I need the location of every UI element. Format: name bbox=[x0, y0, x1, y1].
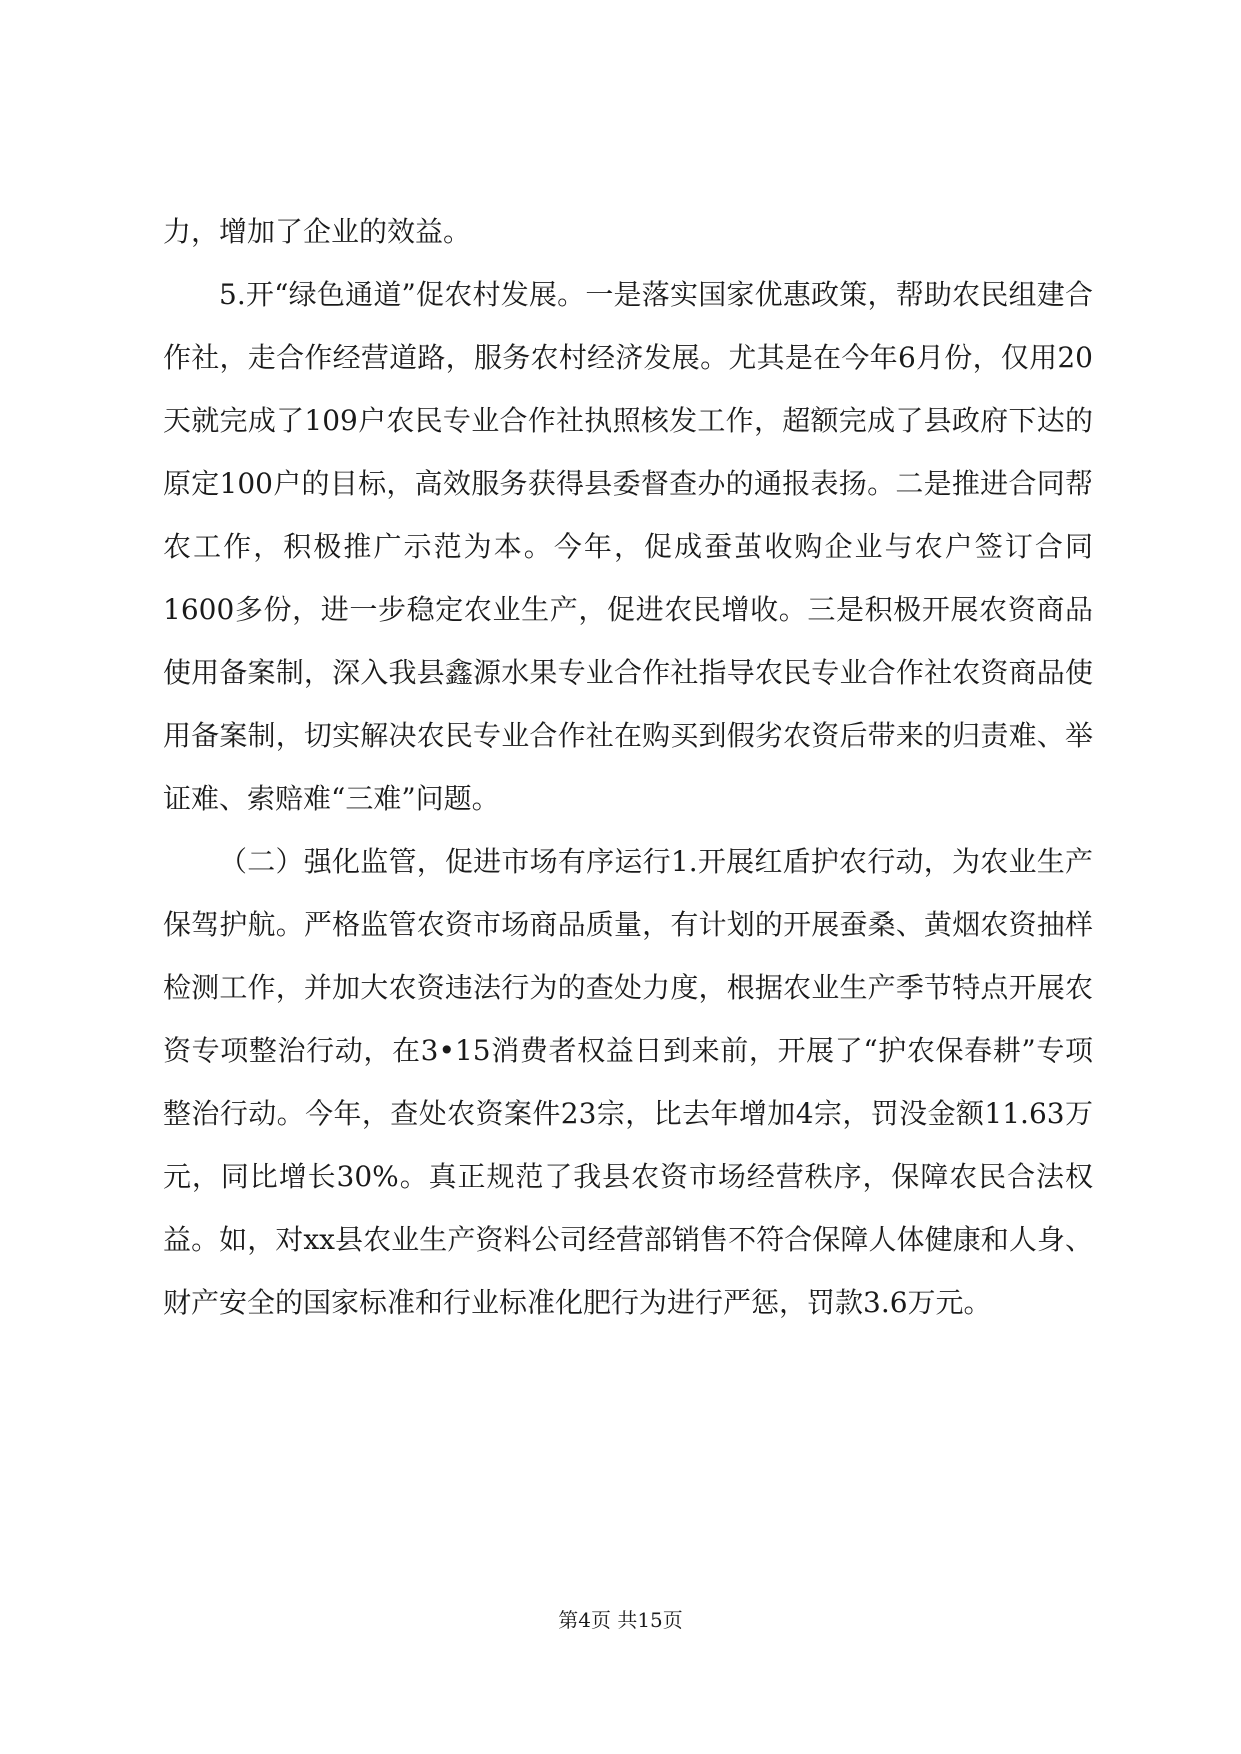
paragraph-continuation: 力，增加了企业的效益。 bbox=[163, 215, 472, 248]
page-number-footer: 第4页 共15页 bbox=[558, 1608, 683, 1632]
paragraph-market-supervision: （二）强化监管，促进市场有序运行1.开展红盾护农行动，为农业生产保驾护航。严格监管农资市场商品质量，有计划的开展蚕桑、黄烟农资抽样检测工作，并加大农资违法行为的查处力度，根据农业生产季节特点开展农资专项整治行动，在3•15消费者权益日到来前，开展了“护农保春耕”专项整治行动。今年，查处农资案件23宗，比去年增加4宗，罚没金额11.63万元，同比增长30%。真正规范了我县农资市场经营秩序，保障农民合法权益。如，对xx县农业生产资料公司经营部销售不符合保障人体健康和人身、财产安全的国家标准和行业标准化肥行为进行严惩，罚款3.6万元。 bbox=[163, 845, 1093, 1319]
paragraph-green-channel: 5.开“绿色通道”促农村发展。一是落实国家优惠政策，帮助农民组建合作社，走合作经营道路，服务农村经济发展。尤其是在今年6月份，仅用20天就完成了109户农民专业合作社执照核发工作，超额完成了县政府下达的原定100户的目标，高效服务获得县委督查办的通报表扬。二是推进合同帮农工作，积极推广示范为本。今年，促成蚕茧收购企业与农户签订合同1600多份，进一步稳定农业生产，促进农民增收。三是积极开展农资商品使用备案制，深入我县鑫源水果专业合作社指导农民专业合作社农资商品使用备案制，切实解决农民专业合作社在购买到假劣农资后带来的归责难、举证难、索赔难“三难”问题。 bbox=[163, 278, 1093, 815]
document-body bbox=[163, 200, 1093, 1334]
